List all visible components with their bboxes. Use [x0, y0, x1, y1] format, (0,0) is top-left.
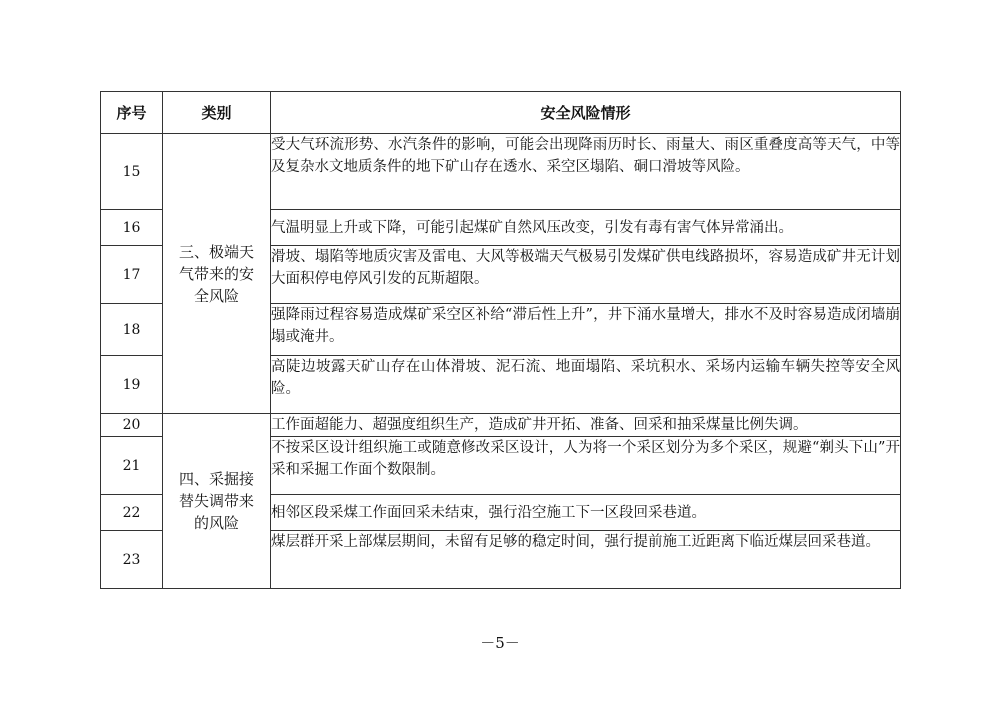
row-desc: 工作面超能力、超强度组织生产，造成矿井开拓、准备、回采和抽采煤量比例失调。	[271, 414, 901, 437]
category-cell	[163, 134, 271, 414]
row-num: 16	[101, 210, 163, 246]
risk-table	[100, 91, 901, 589]
category-label: 四、采掘接替失调带来的风险	[178, 470, 254, 532]
row-desc: 滑坡、塌陷等地质灾害及雷电、大风等极端天气极易引发煤矿供电线路损坏，容易造成矿井无计划大面积停电停风引发的瓦斯超限。	[271, 246, 901, 304]
row-desc: 高陡边坡露天矿山存在山体滑坡、泥石流、地面塌陷、采坑积水、采场内运输车辆失控等安全风险。	[271, 356, 901, 414]
row-num: 17	[101, 246, 163, 304]
row-num: 15	[101, 134, 163, 210]
row-desc: 强降雨过程容易造成煤矿采空区补给“滞后性上升”，井下涌水量增大，排水不及时容易造成闭墙崩塌或淹井。	[271, 304, 901, 356]
row-num: 23	[101, 531, 163, 589]
row-num: 19	[101, 356, 163, 414]
page-number: －5－	[480, 634, 520, 652]
row-num: 21	[101, 437, 163, 495]
row-desc: 气温明显上升或下降，可能引起煤矿自然风压改变，引发有毒有害气体异常涌出。	[271, 210, 901, 246]
table-row	[101, 134, 901, 210]
row-num: 18	[101, 304, 163, 356]
row-desc: 煤层群开采上部煤层期间，未留有足够的稳定时间，强行提前施工近距离下临近煤层回采巷道。	[271, 531, 901, 589]
category-label: 三、极端天气带来的安全风险	[178, 242, 254, 305]
row-desc: 相邻区段采煤工作面回采未结束，强行沿空施工下一区段回采巷道。	[271, 495, 901, 531]
category-cell	[163, 414, 271, 589]
row-num: 20	[101, 414, 163, 437]
table-row	[101, 414, 901, 437]
header-desc: 安全风险情形	[271, 92, 901, 134]
row-num: 22	[101, 495, 163, 531]
header-category: 类别	[163, 92, 271, 134]
table-header-row	[101, 92, 901, 134]
row-desc: 不按采区设计组织施工或随意修改采区设计，人为将一个采区划分为多个采区，规避“剃头下山”开采和采掘工作面个数限制。	[271, 437, 901, 495]
row-desc: 受大气环流形势、水汽条件的影响，可能会出现降雨历时长、雨量大、雨区重叠度高等天气，中等及复杂水文地质条件的地下矿山存在透水、采空区塌陷、硐口滑坡等风险。	[271, 134, 901, 210]
header-num: 序号	[101, 92, 163, 134]
